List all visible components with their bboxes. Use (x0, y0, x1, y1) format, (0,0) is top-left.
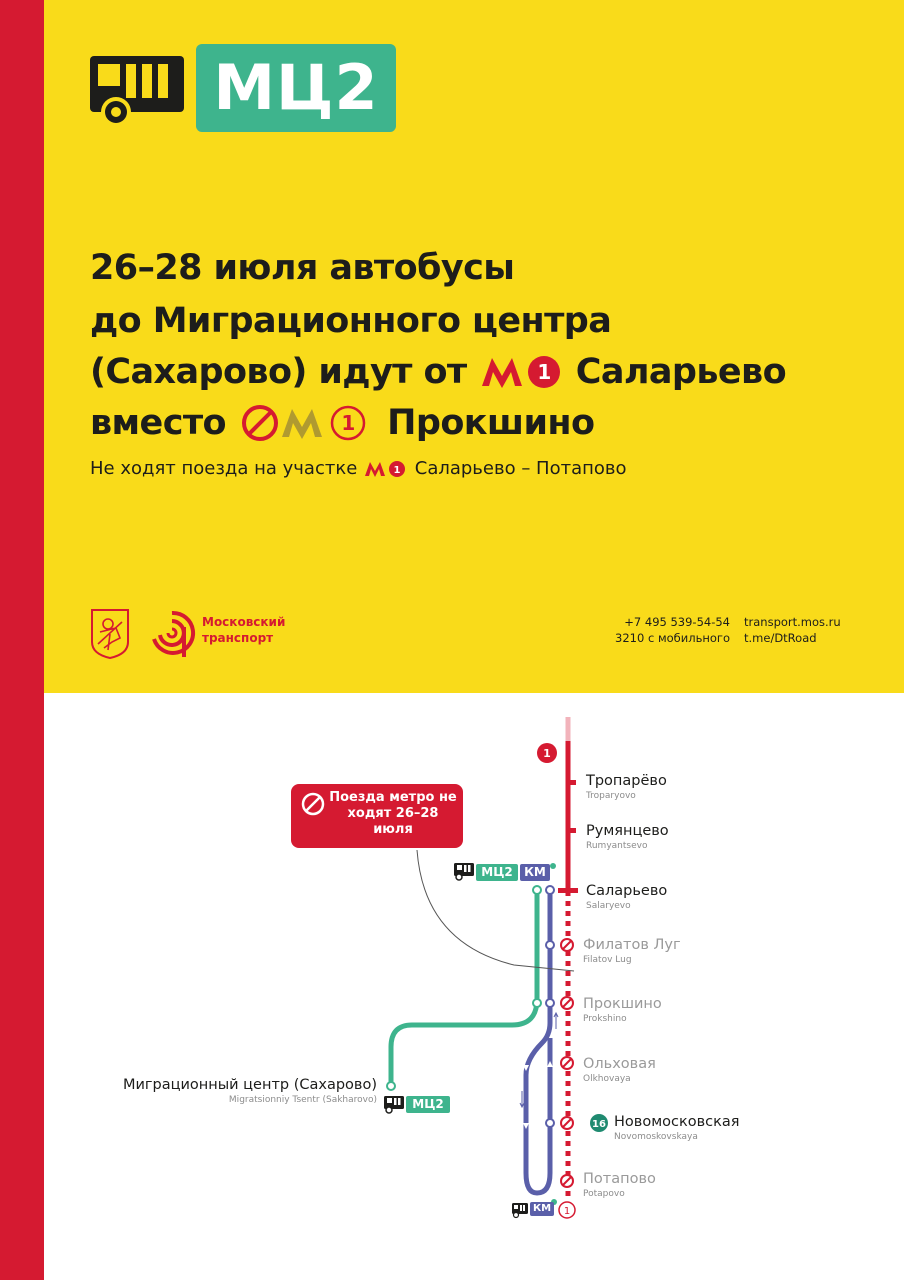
line-1-badge-text: 1 (543, 747, 551, 760)
route-badge-mc2: МЦ2 (196, 44, 396, 132)
station-name-prokshino: Прокшино (583, 996, 662, 1012)
subline (90, 455, 627, 483)
headline-text-3b: Саларьево (575, 352, 787, 392)
km-stop-salaryevo (546, 886, 554, 894)
tick-rumyantsevo (570, 828, 576, 833)
mc2-stop-migration-center (387, 1082, 395, 1090)
station-name-filatov-lug: Филатов Луг (583, 937, 681, 953)
moscow-coat-of-arms-icon (90, 608, 130, 660)
station-name-migration-center: Миграционный центр (Сахарово) (122, 1077, 377, 1093)
km-stop-novomoskovskaya (546, 1119, 554, 1127)
mc2-stop-salaryevo (533, 886, 541, 894)
red-side-stripe (0, 0, 44, 1280)
station-latin-olkhovaya: Olkhovaya (583, 1074, 631, 1084)
down-arrow-icon (520, 1091, 524, 1107)
org-name-line-1: Московский (202, 615, 286, 629)
contacts-phone (590, 614, 730, 646)
station-latin-migration-center: Migratsionniy Tsentr (Sakharovo) (228, 1095, 377, 1105)
mc2-route-line (391, 890, 537, 1085)
headline-text-1: 26–28 июля автобусы (90, 248, 515, 288)
tick-troparyovo (570, 780, 576, 785)
station-name-potapovo: Потапово (583, 1171, 656, 1187)
svg-text:1: 1 (340, 411, 355, 435)
headline-text-2: до Миграционного центра (90, 301, 612, 341)
subline-text-b: Саларьево – Потапово (414, 458, 627, 479)
tick-salaryevo (558, 888, 578, 893)
mobile-number[interactable]: 3210 с мобильного (615, 631, 730, 645)
station-latin-prokshino: Prokshino (583, 1014, 627, 1024)
notice-box (291, 784, 463, 848)
svg-text:1: 1 (393, 465, 401, 476)
km-pill-potapovo: КМ (530, 1202, 554, 1216)
bus-icon-migration (384, 1096, 404, 1113)
station-latin-filatov-lug: Filatov Lug (583, 955, 632, 965)
metro-line-1-icon (480, 350, 562, 394)
headline-line-1 (90, 245, 514, 290)
metro-line-1-small-icon (363, 458, 409, 480)
headline-text-3a: (Сахарово) идут от (90, 352, 467, 392)
headline-text-4b: Прокшино (387, 403, 595, 443)
headline-text-4a: вместо (90, 403, 226, 443)
route-map (44, 693, 904, 1280)
telegram-link[interactable]: t.me/DtRoad (744, 631, 817, 645)
station-latin-rumyantsevo: Rumyantsevo (586, 841, 648, 851)
org-name (202, 614, 312, 646)
km-green-dot (550, 863, 556, 869)
metro-closed-icon (240, 401, 374, 445)
station-latin-salaryevo: Salaryevo (586, 901, 631, 911)
station-name-rumyantsevo: Румянцево (586, 823, 669, 839)
bus-icon (90, 50, 188, 130)
org-name-line-2: транспорт (202, 631, 274, 645)
station-latin-potapovo: Potapovo (583, 1189, 625, 1199)
closed-station-icons (561, 939, 573, 1187)
subline-text-a: Не ходят поезда на участке (90, 458, 358, 479)
km-pill-salaryevo: КМ (520, 864, 550, 881)
station-latin-novomoskovskaya: Novomoskovskaya (614, 1132, 698, 1142)
bus-icon-salaryevo (454, 863, 474, 880)
phone-number[interactable]: +7 495 539-54-54 (624, 615, 730, 629)
website-link[interactable]: transport.mos.ru (744, 615, 841, 629)
line-16-badge-text: 16 (592, 1119, 606, 1130)
mc2-pill-migration: МЦ2 (406, 1096, 450, 1113)
headline-line-3 (90, 349, 786, 394)
km-stop-filatov (546, 941, 554, 949)
notice-text: Поезда метро не ходят 26–28 июля (329, 790, 457, 837)
contacts-web (744, 614, 874, 646)
km-stop-prokshino (546, 999, 554, 1007)
station-name-salaryevo: Саларьево (586, 883, 668, 899)
headline-line-4 (90, 400, 594, 445)
station-name-troparyovo: Тропарёво (586, 773, 667, 789)
headline-line-2 (90, 298, 611, 343)
station-name-novomoskovskaya: Новомосковская (614, 1114, 740, 1130)
moscow-transport-logo-icon (146, 609, 196, 661)
svg-text:1: 1 (537, 360, 551, 384)
line-1-closed-badge-text: 1 (563, 1206, 571, 1217)
mc2-pill-salaryevo: МЦ2 (476, 864, 518, 881)
station-latin-troparyovo: Troparyovo (586, 791, 636, 801)
up-arrow-icon (554, 1013, 558, 1029)
bus-icon-potapovo (512, 1203, 528, 1218)
no-entry-icon (301, 792, 325, 816)
mc2-stop-prokshino (533, 999, 541, 1007)
station-name-olkhovaya: Ольховая (583, 1056, 656, 1072)
